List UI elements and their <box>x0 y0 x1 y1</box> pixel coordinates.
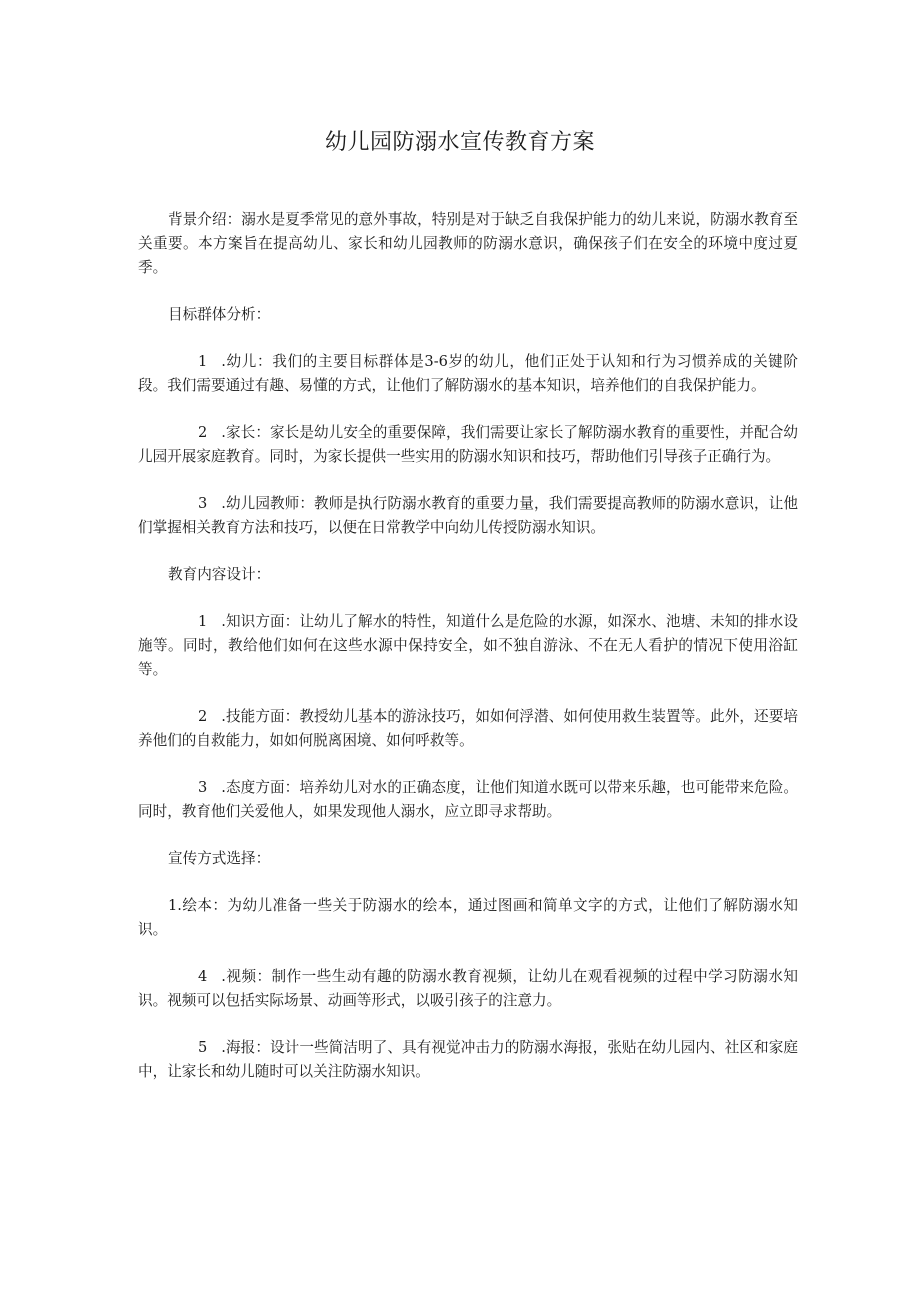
list-number: 1 <box>198 613 208 630</box>
paragraph-text: .态度方面：培养幼儿对水的正确态度，让他们知道水既可以带来乐趣，也可能带来危险。同时，教育他们关爱他人，如果发现他人溺水，应立即寻求帮助。 <box>138 779 798 820</box>
list-number: 2 <box>198 424 208 441</box>
list-number: 5 <box>198 1039 208 1056</box>
paragraph <box>138 421 798 469</box>
paragraph-text: .海报：设计一些简洁明了、具有视觉冲击力的防溺水海报，张贴在幼儿园内、社区和家庭中，让家长和幼儿随时可以关注防溺水知识。 <box>138 1039 798 1080</box>
paragraph <box>138 705 798 753</box>
paragraph <box>138 303 798 327</box>
paragraph <box>138 610 798 682</box>
paragraph <box>138 563 798 587</box>
paragraph-text: 目标群体分析： <box>168 306 271 323</box>
paragraph-text: .家长：家长是幼儿安全的重要保障，我们需要让家长了解防溺水教育的重要性，并配合幼儿园开展家庭教育。同时，为家长提供一些实用的防溺水知识和技巧，帮助他们引导孩子正确行为。 <box>138 424 798 465</box>
document-body <box>138 208 798 1107</box>
paragraph <box>138 965 798 1013</box>
paragraph-text: 教育内容设计： <box>168 566 271 583</box>
paragraph <box>138 350 798 398</box>
list-number: 1 <box>198 353 208 370</box>
paragraph-text: 1.绘本：为幼儿准备一些关于防溺水的绘本，通过图画和简单文字的方式，让他们了解防溺水知识。 <box>138 897 798 938</box>
list-number: 2 <box>198 708 208 725</box>
list-number: 3 <box>198 495 208 512</box>
paragraph-text: .幼儿园教师：教师是执行防溺水教育的重要力量，我们需要提高教师的防溺水意识，让他们掌握相关教育方法和技巧，以便在日常教学中向幼儿传授防溺水知识。 <box>138 495 798 536</box>
list-number: 3 <box>198 779 208 796</box>
paragraph <box>138 492 798 540</box>
list-number: 4 <box>198 968 208 985</box>
paragraph <box>138 1036 798 1084</box>
paragraph <box>138 847 798 871</box>
paragraph-text: .技能方面：教授幼儿基本的游泳技巧，如如何浮潜、如何使用救生装置等。此外，还要培养他们的自救能力，如如何脱离困境、如何呼救等。 <box>138 708 798 749</box>
paragraph-text: 背景介绍：溺水是夏季常见的意外事故，特别是对于缺乏自我保护能力的幼儿来说，防溺水教育至关重要。本方案旨在提高幼儿、家长和幼儿园教师的防溺水意识，确保孩子们在安全的环境中度过夏季。 <box>138 211 798 276</box>
paragraph-text: .视频：制作一些生动有趣的防溺水教育视频，让幼儿在观看视频的过程中学习防溺水知识。视频可以包括实际场景、动画等形式，以吸引孩子的注意力。 <box>138 968 798 1009</box>
paragraph <box>138 208 798 280</box>
paragraph-text: .幼儿：我们的主要目标群体是3-6岁的幼儿，他们正处于认知和行为习惯养成的关键阶段。我们需要通过有趣、易懂的方式，让他们了解防溺水的基本知识，培养他们的自我保护能力。 <box>138 353 798 394</box>
paragraph <box>138 776 798 824</box>
paragraph <box>138 894 798 942</box>
paragraph-text: .知识方面：让幼儿了解水的特性，知道什么是危险的水源，如深水、池塘、未知的排水设施等。同时，教给他们如何在这些水源中保持安全，如不独自游泳、不在无人看护的情况下使用浴缸等。 <box>138 613 798 678</box>
document-title: 幼儿园防溺水宣传教育方案 <box>324 130 595 155</box>
paragraph-text: 宣传方式选择： <box>168 850 271 867</box>
